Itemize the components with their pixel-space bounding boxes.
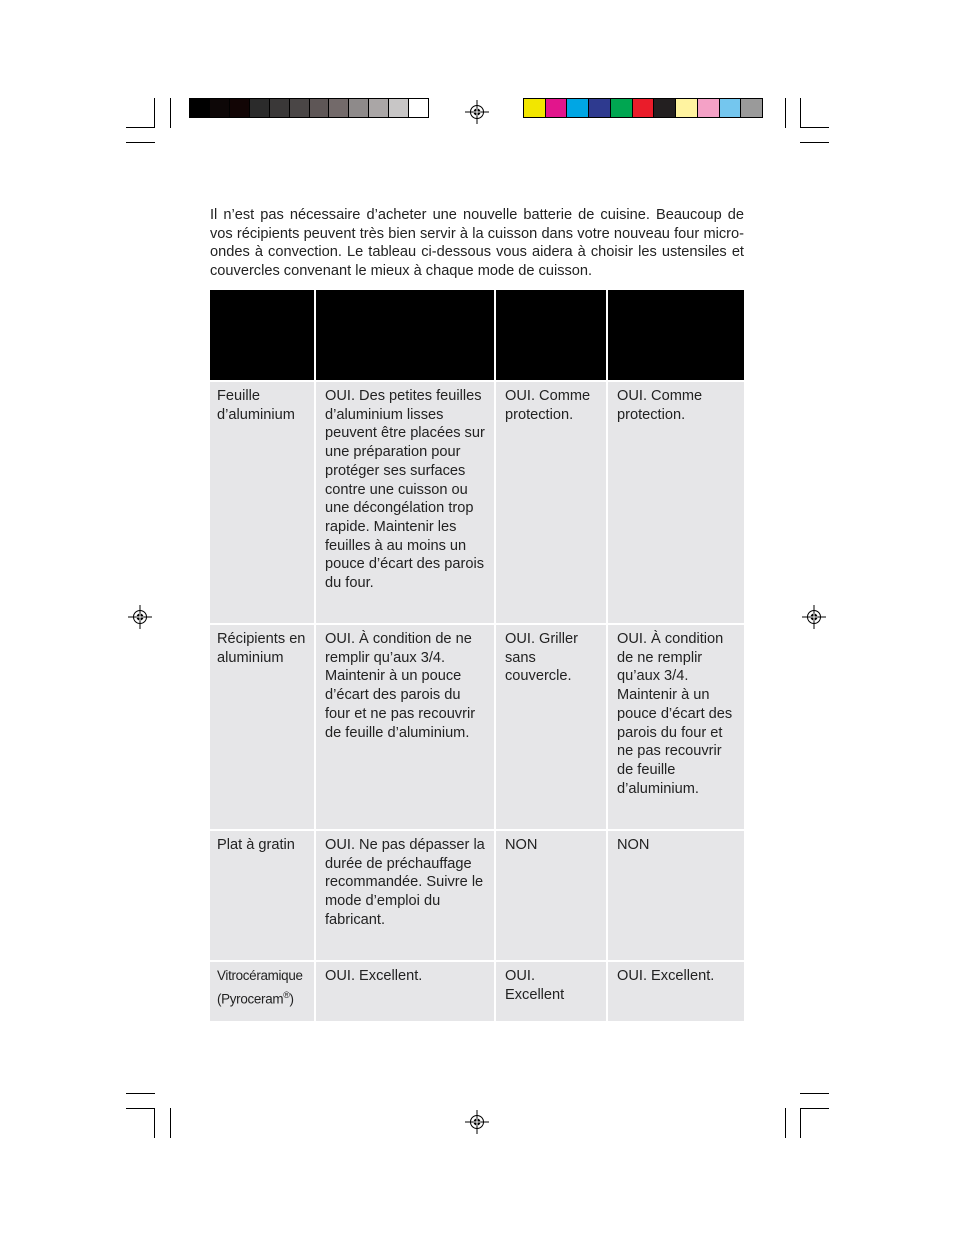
color-swatch — [190, 99, 210, 117]
table-cell: OUI. Comme protection. — [608, 380, 744, 623]
color-swatch — [676, 99, 698, 117]
registration-mark-icon — [128, 605, 152, 629]
utensil-label: ) — [289, 991, 294, 1007]
table-cell: OUI. Ne pas dépasser la durée de préchauffage recommandée. Suivre le mode d’emploi du fabricant. — [316, 829, 496, 960]
header-cell — [316, 290, 496, 380]
color-swatch — [409, 99, 428, 117]
crop-mark — [785, 1108, 786, 1138]
utensil-label: (Pyroceram — [217, 991, 284, 1007]
crop-mark — [126, 127, 155, 128]
color-swatch — [698, 99, 720, 117]
table-row — [210, 960, 744, 1021]
color-swatch — [210, 99, 230, 117]
crop-mark — [800, 142, 829, 143]
crop-mark — [800, 1108, 801, 1138]
table-cell: OUI. Excellent. — [608, 960, 744, 1021]
table-cell: NON — [608, 829, 744, 960]
color-swatch — [546, 99, 568, 117]
crop-mark — [800, 127, 829, 128]
table-cell: OUI. Des petites feuilles d’aluminium lisses peuvent être placées sur une préparation pour protéger ses surfaces contre une cuisson ou une décongélation trop rapide. Maintenir les feuilles à au moins un pouce d’écart des parois du four. — [316, 380, 496, 623]
crop-mark — [126, 142, 155, 143]
crop-mark — [800, 1093, 829, 1094]
color-swatch — [349, 99, 369, 117]
header-cell — [608, 290, 744, 380]
color-swatch — [389, 99, 409, 117]
table-cell: OUI. Excellent — [496, 960, 608, 1021]
color-swatch — [611, 99, 633, 117]
table-row — [210, 380, 744, 623]
crop-mark — [154, 1108, 155, 1138]
registration-mark-icon — [802, 605, 826, 629]
process-color-bar — [523, 98, 763, 118]
registration-mark-icon — [465, 1110, 489, 1134]
table-cell: OUI. Comme protection. — [496, 380, 608, 623]
color-swatch — [633, 99, 655, 117]
crop-mark — [126, 1093, 155, 1094]
utensil-label: Vitrocéramique — [217, 968, 303, 983]
table-cell: OUI. À condition de ne remplir qu’aux 3/4. Maintenir à un pouce d’écart des parois du four et ne pas recouvrir de feuille d’aluminium. — [608, 623, 744, 829]
crop-mark — [170, 98, 171, 128]
table-header-row — [210, 290, 744, 380]
crop-mark — [785, 98, 786, 128]
registered-mark: ® — [283, 989, 290, 1000]
color-swatch — [290, 99, 310, 117]
color-swatch — [524, 99, 546, 117]
crop-mark — [800, 98, 801, 128]
utensil-cell: Récipients en aluminium — [210, 623, 316, 829]
header-cell — [210, 290, 316, 380]
crop-mark — [800, 1108, 829, 1109]
color-swatch — [720, 99, 742, 117]
table-row — [210, 623, 744, 829]
color-swatch — [270, 99, 290, 117]
table-cell: OUI. Excellent. — [316, 960, 496, 1021]
color-swatch — [329, 99, 349, 117]
color-swatch — [230, 99, 250, 117]
color-swatch — [741, 99, 762, 117]
crop-mark — [126, 1108, 155, 1109]
color-swatch — [250, 99, 270, 117]
registration-mark-icon — [465, 100, 489, 124]
cookware-table — [210, 290, 744, 1021]
crop-mark — [170, 1108, 171, 1138]
color-swatch — [589, 99, 611, 117]
color-swatch — [567, 99, 589, 117]
utensil-cell: Feuille d’aluminium — [210, 380, 316, 623]
table-cell: OUI. Griller sans couvercle. — [496, 623, 608, 829]
table-row — [210, 829, 744, 960]
color-swatch — [654, 99, 676, 117]
crop-mark — [154, 98, 155, 128]
color-swatch — [369, 99, 389, 117]
header-cell — [496, 290, 608, 380]
color-swatch — [310, 99, 330, 117]
utensil-cell: Plat à gratin — [210, 829, 316, 960]
table-cell: NON — [496, 829, 608, 960]
utensil-cell — [210, 960, 316, 1021]
table-cell: OUI. À condition de ne remplir qu’aux 3/4. Maintenir à un pouce d’écart des parois du four et ne pas recouvrir de feuille d’aluminium. — [316, 623, 496, 829]
intro-paragraph: Il n’est pas nécessaire d’acheter une nouvelle batterie de cuisine. Beaucoup de vos récipients peuvent très bien servir à la cuisson dans votre nouveau four micro-ondes à convection. Le tableau ci-dessous vous aidera à choisir les ustensiles et couvercles convenant le mieux à chaque mode de cuisson. — [210, 207, 744, 279]
grayscale-color-bar — [189, 98, 429, 118]
